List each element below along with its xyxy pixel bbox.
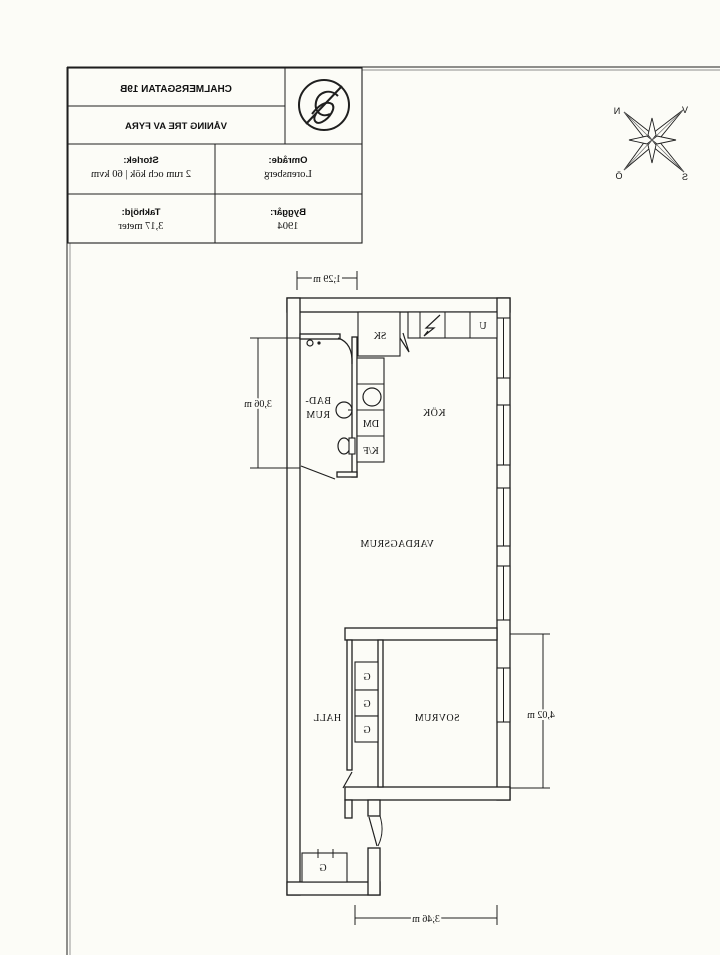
toilet-tank-icon bbox=[349, 438, 355, 454]
built-label: Byggår: bbox=[270, 207, 306, 218]
dimension-bottom-label: 3,46 m bbox=[412, 914, 440, 925]
room-label-kitchen: KÖK bbox=[422, 408, 446, 419]
wall-hall bbox=[347, 640, 352, 770]
window bbox=[497, 488, 510, 546]
built-value: 1904 bbox=[277, 221, 299, 232]
dimension-right-label: 4,02 m bbox=[527, 710, 555, 721]
room-label-hall: HALL bbox=[312, 713, 342, 724]
dimension-left-label: 3,06 m bbox=[244, 399, 272, 410]
room-label-bedroom: SOVRUM bbox=[414, 713, 460, 724]
label-fridge-freezer: K/F bbox=[363, 446, 379, 457]
wall-bathroom-right bbox=[352, 337, 357, 477]
room-label-bath-2: RUM bbox=[306, 410, 330, 421]
wall-bottom bbox=[287, 882, 380, 895]
label-dishwasher: DM bbox=[362, 419, 380, 430]
wall-left bbox=[287, 298, 300, 895]
size-value: 2 rum och kök | 60 kvm bbox=[90, 169, 192, 180]
label-u: U bbox=[479, 321, 487, 332]
wall-bedroom-bottom bbox=[345, 787, 510, 800]
wall-living-bedroom bbox=[345, 628, 497, 640]
label-wardrobe: G bbox=[363, 699, 371, 710]
wall-entrance-upper-jamb bbox=[368, 800, 380, 816]
window bbox=[497, 566, 510, 620]
room-label-living: VARDAGSRUM bbox=[360, 539, 434, 550]
label-wardrobe: G bbox=[319, 863, 327, 874]
window bbox=[497, 668, 510, 722]
compass-label-v: V bbox=[681, 105, 689, 115]
ceiling-label: Takhöjd: bbox=[121, 207, 161, 218]
label-wardrobe: G bbox=[363, 725, 371, 736]
wall-bedroom-left bbox=[378, 640, 383, 787]
window bbox=[497, 405, 510, 465]
room-label-bath-1: BAD- bbox=[304, 396, 332, 407]
dimension-top-label: 1,29 m bbox=[313, 274, 341, 285]
shower-valve-icon bbox=[317, 341, 320, 344]
compass-label-n: N bbox=[613, 106, 621, 116]
label-wardrobe: G bbox=[363, 672, 371, 683]
wall-lower-hall-stub bbox=[345, 800, 352, 818]
wall-bathroom-bottom bbox=[337, 472, 357, 477]
compass-label-s: S bbox=[681, 172, 689, 182]
address-title: CHALMERSGATAN 19B bbox=[120, 84, 232, 95]
wall-top bbox=[287, 298, 510, 312]
area-value: Lorensberg bbox=[264, 169, 312, 180]
wall-entrance-lower-jamb bbox=[368, 848, 380, 895]
size-label: Storlek: bbox=[123, 155, 159, 166]
window bbox=[497, 318, 510, 378]
ceiling-value: 3,17 meter bbox=[118, 221, 164, 232]
area-label: Område: bbox=[268, 155, 308, 166]
floor-subtitle: VÅNING TRE AV FYRA bbox=[125, 121, 227, 132]
label-closet-sk: SK bbox=[373, 331, 387, 342]
title-block bbox=[68, 68, 362, 243]
compass-label-o: Ö bbox=[615, 171, 623, 181]
wall-bathroom-top bbox=[300, 334, 340, 339]
